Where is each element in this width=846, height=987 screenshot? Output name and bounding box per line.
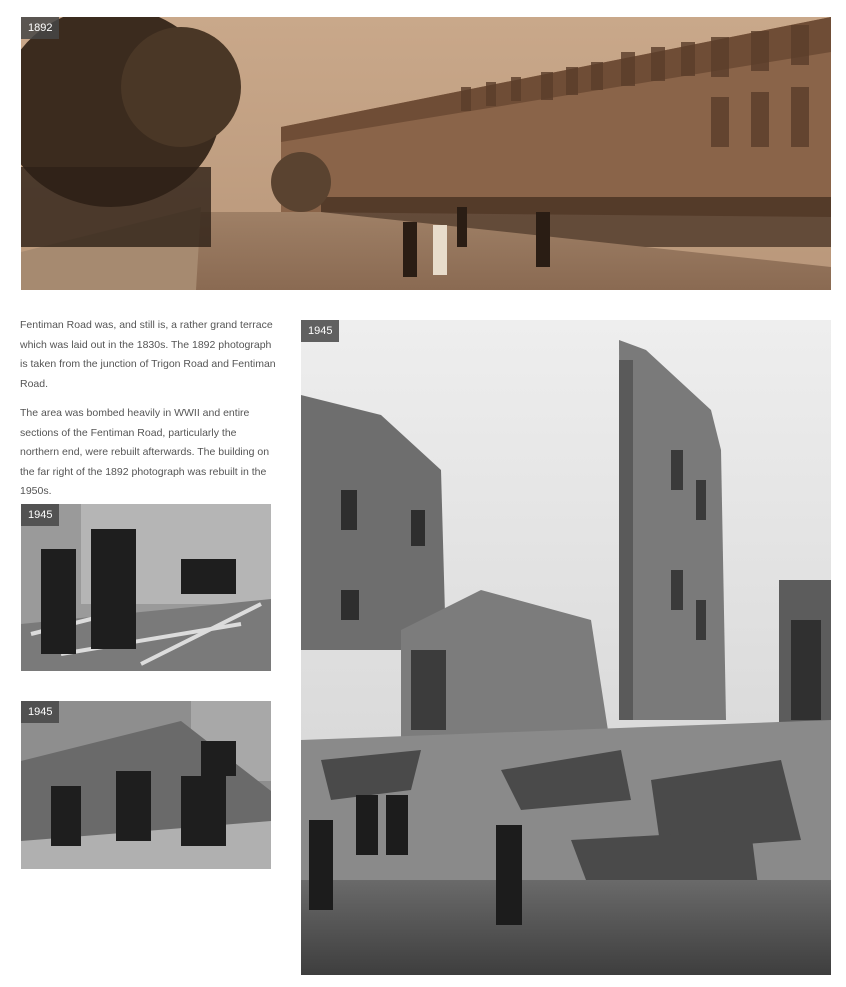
caption-paragraph: Fentiman Road was, and still is, a rather grand terrace which was laid out in the 1830s. The 1892 photograph is taken from the junction of Trigon Road and Fentiman Road. (20, 319, 276, 390)
caption-paragraph: The area was bombed heavily in WWII and entire sections of the Fentiman Road, particularly the northern end, were rebuilt afterwards. The building on the far right of the 1892 photograph was rebuilt in the 1950s. (20, 407, 270, 497)
photo-1945-b-image (21, 701, 271, 869)
year-tag: 1892 (21, 17, 59, 39)
photo-1945-a-image (21, 504, 271, 671)
photo-1945-main-image (301, 320, 831, 975)
photo-1945-workers-digging (21, 701, 271, 869)
photo-1945-workers-rubble (21, 504, 271, 671)
year-tag: 1945 (21, 504, 59, 526)
photo-1892-fentiman-road (21, 17, 831, 290)
photo-1945-bomb-damage (301, 320, 831, 975)
year-tag: 1945 (301, 320, 339, 342)
photo-1892-image (21, 17, 831, 290)
year-tag: 1945 (21, 701, 59, 723)
caption-text (20, 316, 276, 512)
